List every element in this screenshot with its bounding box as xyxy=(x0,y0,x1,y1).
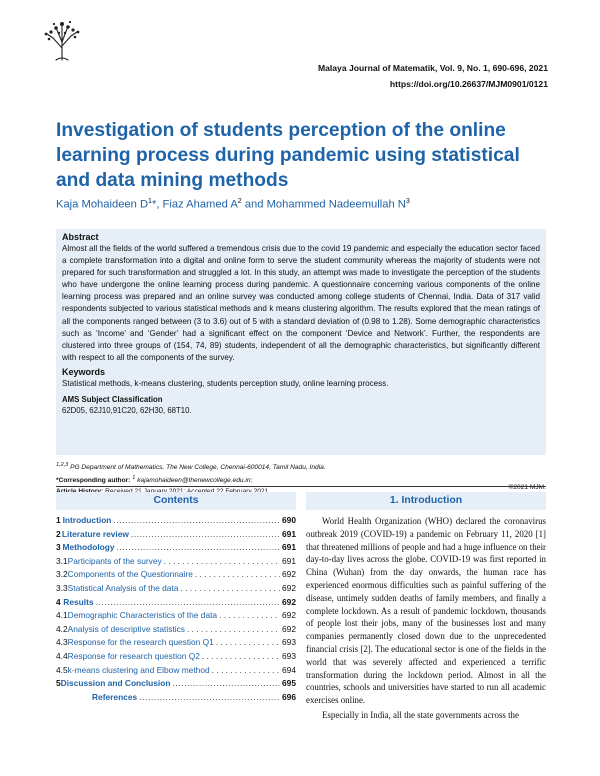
toc-entry-label[interactable]: Discussion and Conclusion xyxy=(60,678,171,689)
toc-dot-leader xyxy=(219,609,280,623)
toc-dot-leader xyxy=(139,691,280,705)
toc-entry[interactable] xyxy=(56,609,296,623)
toc-entry[interactable] xyxy=(56,691,296,705)
journal-logo-tree-icon xyxy=(40,18,84,62)
toc-entry-label[interactable]: References xyxy=(92,691,138,702)
toc-dot-leader xyxy=(113,514,280,528)
toc-entry-label[interactable]: Methodology xyxy=(62,542,115,553)
toc-entry-label[interactable]: Response for research question Q2 xyxy=(67,650,200,661)
author-separator: and xyxy=(241,198,267,211)
author-2: Fiaz Ahamed A xyxy=(162,198,238,211)
toc-entry[interactable] xyxy=(56,623,296,637)
abstract-text: Almost all the fields of the world suffered a tremendous crisis due to the covid 19 pandemic and especially the education sector faced a complete transformation into a digital and online form to serve the student community whereas the majority of students were not prepared for such transformation and struggled a lot. In this study, an attempt was made to investigate the perception of the students who have undergone the online learning process during pandemic. A questionnaire concerning various components of the online learning process was prepared and an online survey was conducted among college students of Chennai, India. Data of 317 valid respondents subjected to various statistical methods and k means clustering algorithm. The results explored that the mean ratings of all the components ranged between (3 to 3.6) out of 5 with a standard deviation of (0.98 to 1.28). Some demographic characteristics such as ‘Income’ and ‘Gender’ had a significant effect on the component ‘Device and Network’. Further, the respondents are clustered into three groups of (154, 74, 89) students, independent of all the demographic characteristics, but significantly different with respect to all the components of the survey. xyxy=(62,244,540,362)
author-3-affil: 3 xyxy=(405,198,410,205)
toc-entry-label[interactable]: Demographic Characteristics of the data xyxy=(67,610,218,621)
toc-entry-number: 4.3 xyxy=(56,637,68,648)
toc-entry-number: 4.2 xyxy=(56,623,68,634)
toc-entry-label[interactable]: Results xyxy=(63,596,94,607)
author-1-affil: 1 xyxy=(148,198,152,205)
toc-entry-number: 2 xyxy=(56,528,61,539)
toc-dot-leader xyxy=(96,596,280,610)
toc-entry-page: 690 xyxy=(282,515,296,525)
corresponding-email[interactable]: kajamohaideen@thenewcollege.edu.in; xyxy=(137,477,253,485)
toc-dot-leader xyxy=(212,664,280,678)
affiliation-text: PG Department of Mathematics, The New College, Chennai-600014, Tamil Nadu, India. xyxy=(70,464,326,472)
introduction-paragraph-1: World Health Organization (WHO) declared the coronavirus outbreak 2019 (COVID-19) a pandemic on February 11, 2020 [1] that threatened millions of people and had a huge influence on their day-to-day lives across the globe. COVID-19 was first reported in China (Wuhan) from the day onwards, the human race has experienced enormous difficulties such as painful suffering of the disease, untimely sudden deaths of family members, and finally a complete lockdown. As a result of pandemic lockdown, thousands of people lost their jobs, many of the businesses lost and many companies permanently closed down due to the unprecedented financial crisis [2]. The educational sector is one of the fields in the world that was severely affected and experienced a terrific transformation during the lockdown period. Almost in all the countries, schools and universities have started to run all academic exercises online. xyxy=(306,516,546,706)
toc-entry-label[interactable]: Statistical Analysis of the data xyxy=(67,582,179,593)
introduction-paragraph-2: Especially in India, all the state governments across the xyxy=(322,709,519,720)
corresponding-mark: * xyxy=(151,198,157,211)
toc-entry-page: 695 xyxy=(282,678,296,689)
toc-entry[interactable] xyxy=(56,636,296,650)
toc-entry-number: 5 xyxy=(56,678,61,689)
toc-dot-leader xyxy=(117,541,280,555)
section-divider xyxy=(56,486,546,487)
toc-entry[interactable] xyxy=(56,596,296,610)
toc-entry[interactable] xyxy=(56,541,296,555)
toc-entry-number: 4.1 xyxy=(56,610,68,621)
toc-entry-label[interactable]: Response for the research question Q1 xyxy=(67,637,214,648)
toc-entry-number: 3.3 xyxy=(56,582,68,593)
author-separator: , xyxy=(156,198,163,211)
corresponding-label: *Corresponding author: xyxy=(56,477,131,485)
toc-dot-leader xyxy=(202,650,280,664)
corresponding-sup: 1 xyxy=(132,475,136,482)
toc-entry[interactable] xyxy=(56,528,296,542)
toc-entry-label[interactable]: Literature review xyxy=(61,528,129,539)
toc-entry[interactable] xyxy=(56,677,296,691)
toc-dot-leader xyxy=(173,677,281,691)
corresponding-author-line xyxy=(56,473,546,486)
toc-entry-number: 1 xyxy=(56,515,61,525)
toc-entry-number: 3.2 xyxy=(56,569,68,580)
keywords-heading: Keywords xyxy=(62,366,106,377)
toc-entry-label[interactable]: Components of the Questionnaire xyxy=(67,569,193,580)
toc-dot-leader xyxy=(180,582,280,596)
affiliation-line xyxy=(56,460,546,473)
author-2-affil: 2 xyxy=(237,198,242,205)
toc-entry-page: 694 xyxy=(282,664,296,675)
toc-entry[interactable] xyxy=(56,568,296,582)
toc-dot-leader xyxy=(187,623,280,637)
toc-entry-label[interactable]: Introduction xyxy=(62,515,112,525)
toc-entry-label[interactable]: k-means clustering and Elbow method xyxy=(67,664,210,675)
toc-entry[interactable] xyxy=(56,582,296,596)
toc-entry-number: 4 xyxy=(56,596,61,607)
toc-entry-page: 692 xyxy=(282,610,296,621)
doi-link[interactable]: https://doi.org/10.26637/MJM0901/0121 xyxy=(389,79,548,89)
toc-dot-leader xyxy=(164,555,280,569)
toc-dot-leader xyxy=(216,636,280,650)
toc-entry[interactable] xyxy=(56,514,296,528)
author-list xyxy=(56,198,410,211)
journal-citation: Malaya Journal of Matematik, Vol. 9, No. 1, 690-696, 2021 xyxy=(317,63,548,73)
journal-header xyxy=(318,60,548,92)
copyright-notice: ©2021 MJM. xyxy=(508,484,546,491)
keywords-text: Statistical methods, k-means clustering, students perception study, online learning process. xyxy=(62,378,389,388)
toc-entry-number: 4.5 xyxy=(56,664,68,675)
toc-entry-number: 3.1 xyxy=(56,555,68,566)
toc-entry-page: 691 xyxy=(282,528,296,539)
toc-entry-page: 691 xyxy=(282,555,296,566)
contents-heading: Contents xyxy=(56,492,296,510)
toc-entry-page: 693 xyxy=(282,650,296,661)
toc-entry-label[interactable]: Analysis of descriptive statistics xyxy=(67,623,185,634)
paper-title: Investigation of students perception of the online learning process during pandemic using statistical and data mining methods xyxy=(56,120,520,191)
toc-entry-number: 4.4 xyxy=(56,650,68,661)
toc-entry[interactable] xyxy=(56,650,296,664)
toc-entry-page: 691 xyxy=(282,542,296,553)
toc-entry-label[interactable]: Participants of the survey xyxy=(67,555,162,566)
introduction-heading: 1. Introduction xyxy=(306,492,546,510)
ams-heading: AMS Subject Classification xyxy=(62,394,163,404)
author-1: Kaja Mohaideen D xyxy=(56,198,149,211)
ams-codes: 62D05, 62J10,91C20, 62H30, 68T10. xyxy=(62,405,192,415)
toc-entry[interactable] xyxy=(56,664,296,678)
toc-dot-leader xyxy=(195,568,280,582)
toc-entry-page: 693 xyxy=(282,637,296,648)
author-3: Mohammed Nadeemullah N xyxy=(266,198,406,211)
abstract-heading: Abstract xyxy=(62,232,99,242)
toc-entry-page: 696 xyxy=(282,691,296,702)
affiliation-sup: 1,2,3 xyxy=(56,462,69,468)
table-of-contents xyxy=(56,514,296,704)
toc-entry-page: 692 xyxy=(282,569,296,580)
toc-entry[interactable] xyxy=(56,555,296,569)
introduction-body xyxy=(306,515,546,722)
toc-entry-number: 3 xyxy=(56,542,61,553)
abstract-panel xyxy=(56,229,546,455)
toc-dot-leader xyxy=(131,528,280,542)
toc-entry-page: 692 xyxy=(282,582,296,593)
toc-entry-page: 692 xyxy=(282,596,296,607)
toc-entry-page: 692 xyxy=(282,623,296,634)
